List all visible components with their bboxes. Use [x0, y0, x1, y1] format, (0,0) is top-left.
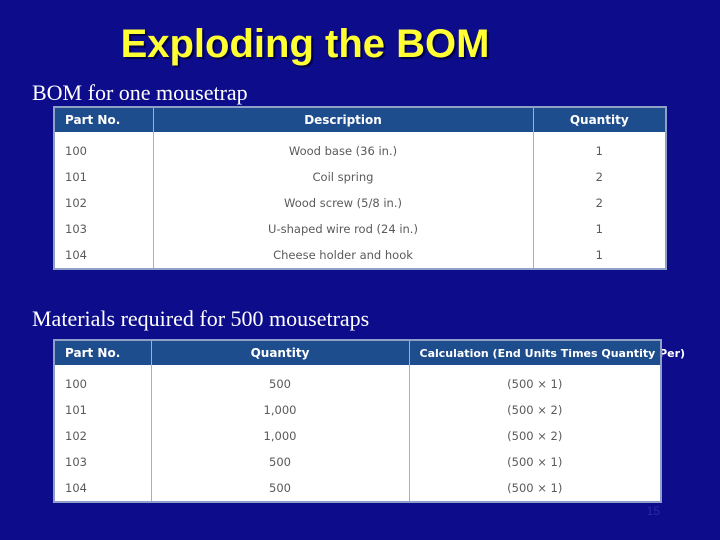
- calculation-cell: (500 × 2): [507, 403, 563, 417]
- description-cell: Wood base (36 in.): [153, 138, 533, 164]
- quantity-cell: 1: [595, 144, 603, 158]
- page-number: 15: [646, 504, 660, 518]
- table-row: [55, 216, 665, 242]
- quantity-cell: 1: [595, 248, 603, 262]
- table-row: [55, 190, 665, 216]
- column-header-quantity: Quantity: [151, 341, 409, 365]
- part-no-cell: 101: [55, 164, 153, 190]
- calculation-cell: (500 × 2): [507, 429, 563, 443]
- quantity-cell: 2: [595, 196, 603, 210]
- description-cell: Coil spring: [153, 164, 533, 190]
- description-cell: U-shaped wire rod (24 in.): [153, 216, 533, 242]
- part-no-cell: 102: [55, 190, 153, 216]
- table-row: [55, 371, 660, 397]
- part-no-cell: 101: [55, 397, 151, 423]
- description-cell: Cheese holder and hook: [153, 242, 533, 268]
- table-row: [55, 449, 660, 475]
- table-row: [55, 475, 660, 501]
- column-header-description: Description: [153, 108, 533, 132]
- quantity-cell: 2: [595, 170, 603, 184]
- column-header-part-no: Part No.: [55, 108, 153, 132]
- description-cell: Wood screw (5/8 in.): [153, 190, 533, 216]
- table-row: [55, 397, 660, 423]
- calculation-cell: (500 × 1): [507, 455, 563, 469]
- quantity-cell: 500: [151, 371, 409, 397]
- slide-title: Exploding the BOM: [120, 22, 490, 66]
- column-header-quantity: Quantity: [533, 108, 665, 132]
- bom-table-caption: BOM for one mousetrap: [32, 80, 248, 105]
- calculation-cell: (500 × 1): [507, 481, 563, 495]
- materials-table-caption: Materials required for 500 mousetraps: [32, 306, 370, 331]
- part-no-cell: 103: [55, 216, 153, 242]
- part-no-cell: 104: [55, 475, 151, 501]
- table-row: [55, 242, 665, 268]
- quantity-cell: 1: [595, 222, 603, 236]
- quantity-cell: 1,000: [151, 397, 409, 423]
- table-header-row: [55, 341, 660, 365]
- table-header-row: [55, 108, 665, 132]
- part-no-cell: 100: [55, 371, 151, 397]
- part-no-cell: 103: [55, 449, 151, 475]
- column-header-calculation: Calculation (End Units Times Quantity Per): [409, 341, 660, 365]
- quantity-cell: 500: [151, 475, 409, 501]
- calculation-cell: (500 × 1): [507, 377, 563, 391]
- part-no-cell: 100: [55, 138, 153, 164]
- quantity-cell: 1,000: [151, 423, 409, 449]
- table-row: [55, 138, 665, 164]
- part-no-cell: 102: [55, 423, 151, 449]
- part-no-cell: 104: [55, 242, 153, 268]
- materials-table: [55, 341, 686, 501]
- bom-table: [55, 108, 665, 268]
- column-header-part-no: Part No.: [55, 341, 151, 365]
- quantity-cell: 500: [151, 449, 409, 475]
- table-row: [55, 164, 665, 190]
- table-row: [55, 423, 660, 449]
